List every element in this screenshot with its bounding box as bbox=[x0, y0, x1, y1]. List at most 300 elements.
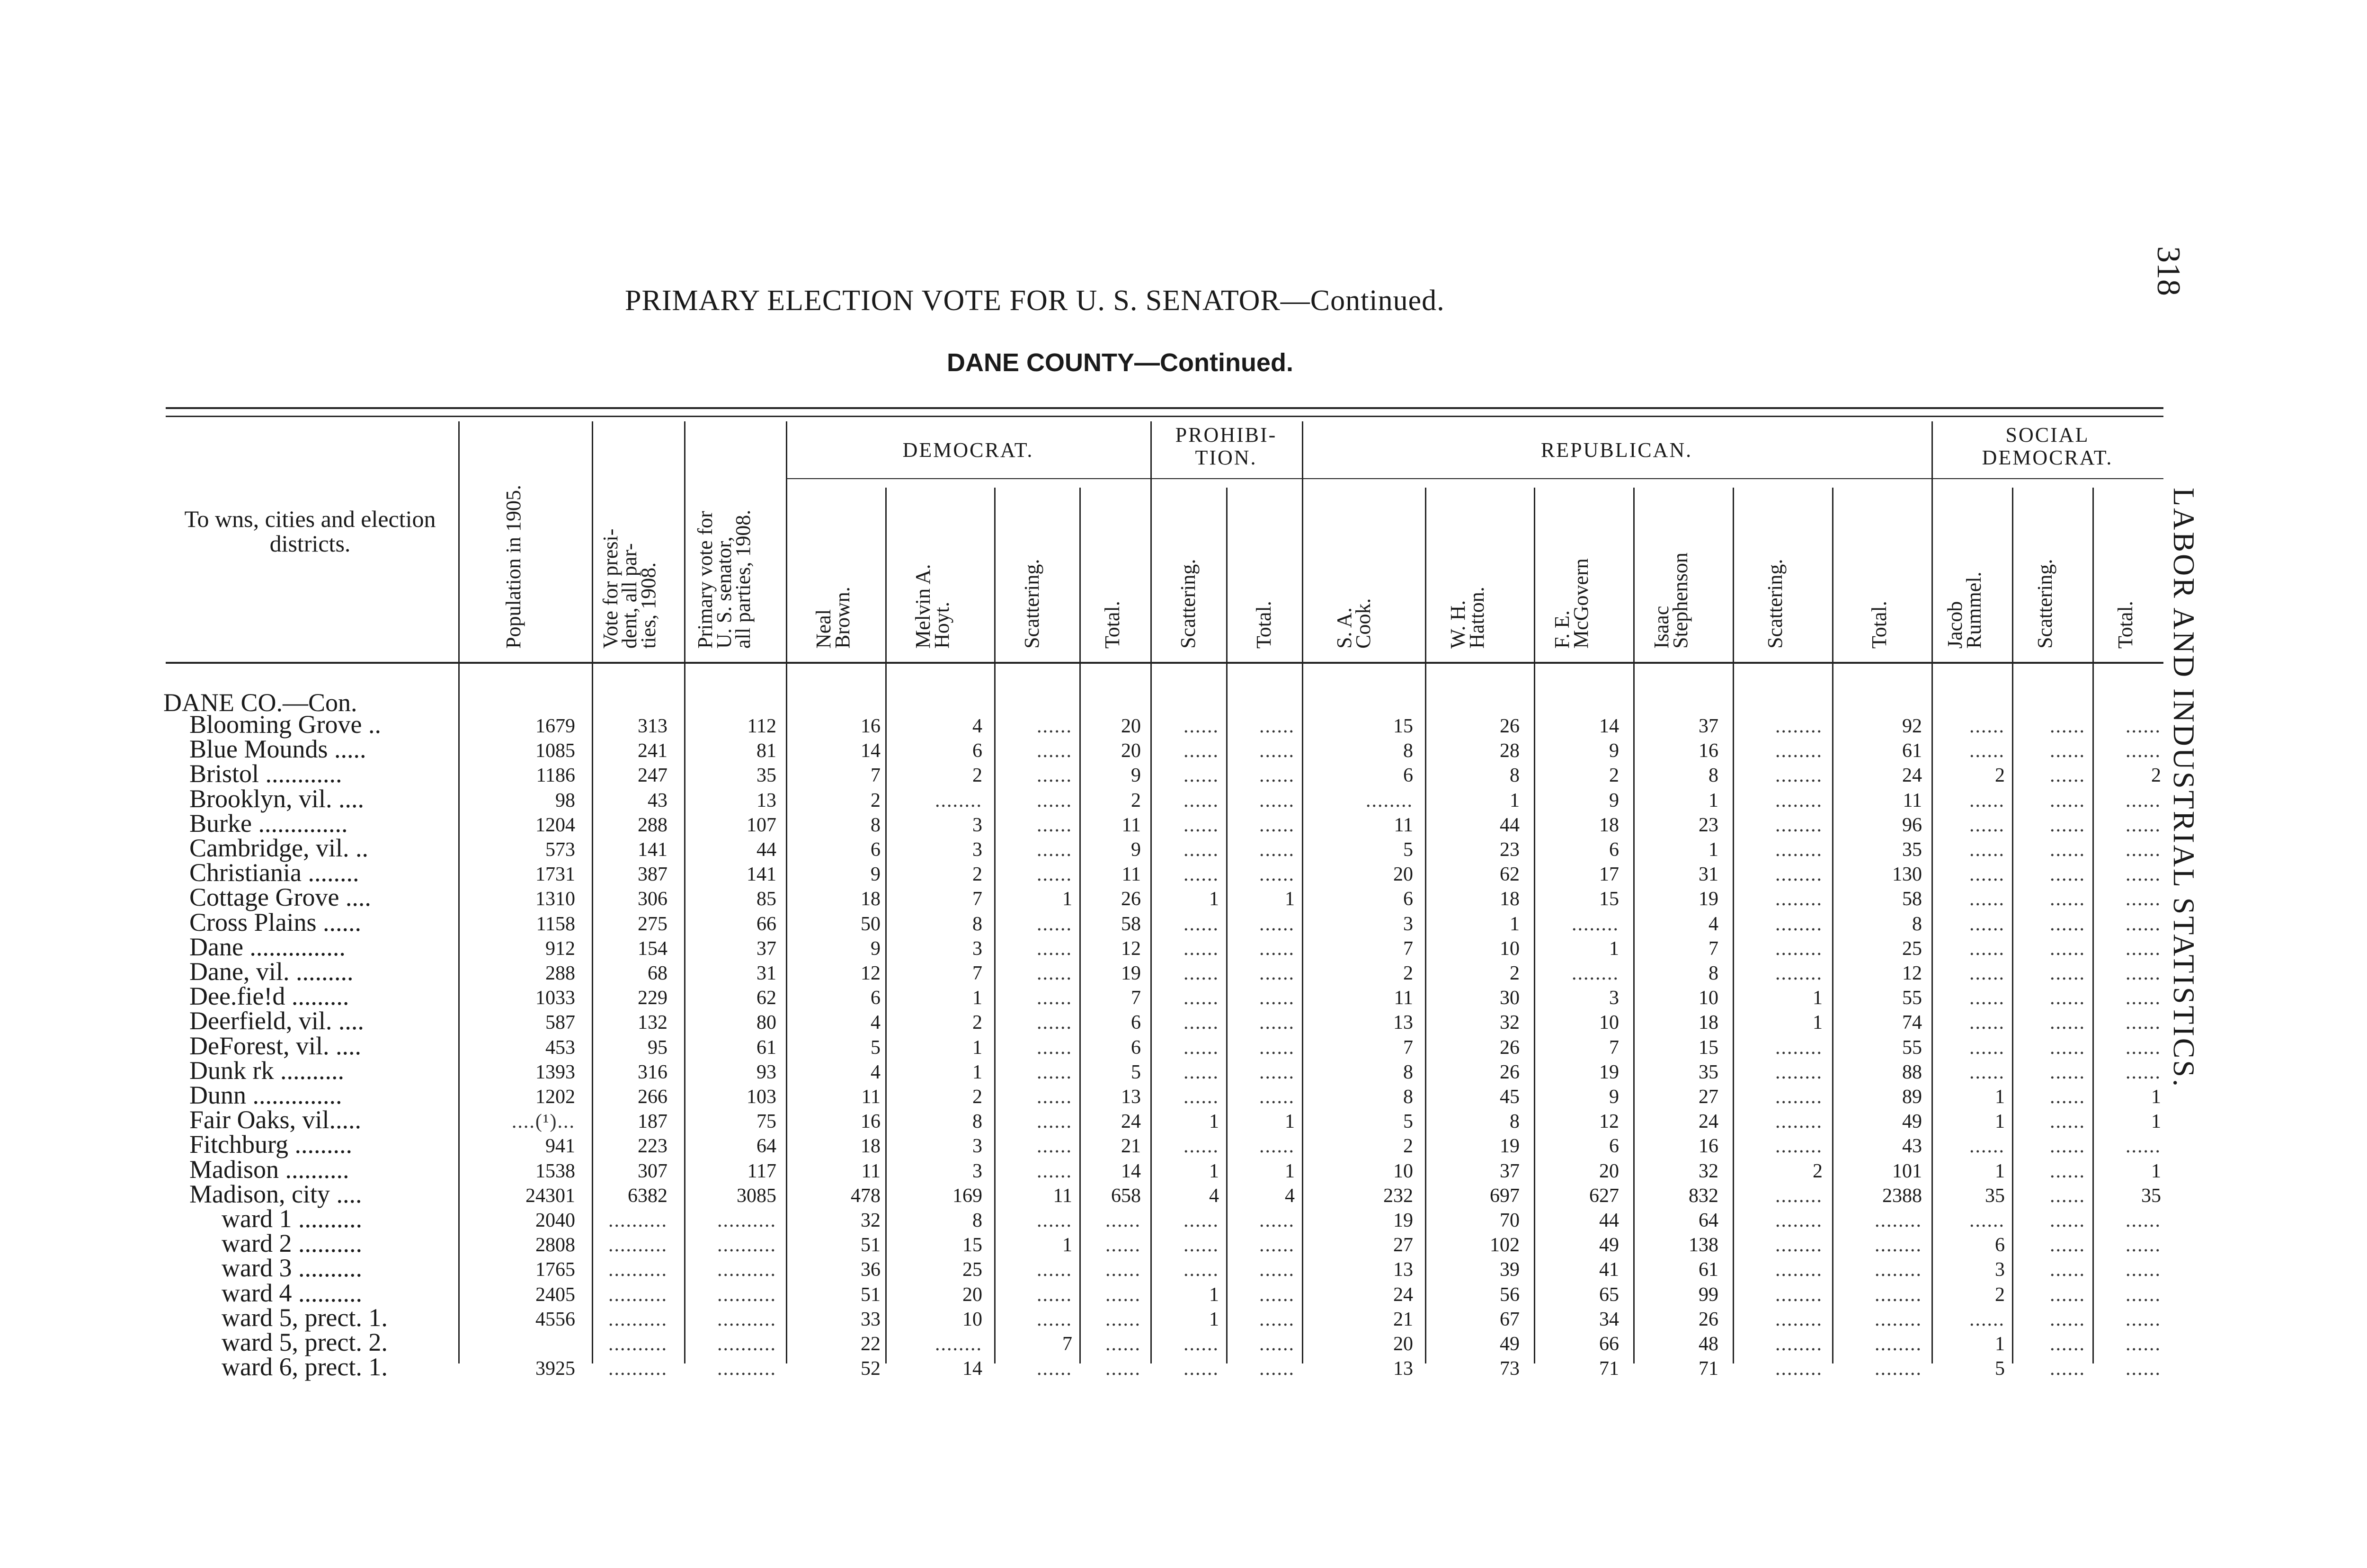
table-cell: 33 bbox=[861, 1308, 881, 1330]
table-cell: 8 bbox=[1403, 1086, 1413, 1108]
table-cell: 1310 bbox=[535, 888, 575, 910]
table-cell: 20 bbox=[1599, 1160, 1619, 1182]
table-cell: ...... bbox=[1037, 715, 1072, 737]
table-cell: ........ bbox=[1775, 962, 1823, 984]
table-cell: 8 bbox=[1403, 1061, 1413, 1083]
table-cell: 2 bbox=[1403, 1135, 1413, 1158]
table-cell: 1158 bbox=[536, 913, 575, 935]
table-cell: 6 bbox=[1609, 1135, 1619, 1158]
row-label: Dunn .............. bbox=[189, 1081, 342, 1109]
table-cell: 6 bbox=[972, 740, 982, 762]
table-cell: ...... bbox=[1259, 1210, 1295, 1231]
table-cell: 37 bbox=[756, 937, 776, 960]
table-cell: ...... bbox=[1037, 1036, 1072, 1059]
table-cell: 49 bbox=[1902, 1111, 1922, 1133]
table-cell: ...... bbox=[1037, 962, 1072, 984]
table-cell: 12 bbox=[861, 962, 881, 984]
table-cell: 1 bbox=[1510, 913, 1520, 935]
table-cell: 74 bbox=[1902, 1012, 1922, 1034]
table-cell: ...... bbox=[2050, 1012, 2085, 1034]
header-hatton: W. H. Hatton. bbox=[1446, 587, 1488, 649]
table-cell: ........ bbox=[1775, 1086, 1823, 1108]
table-cell: 25 bbox=[1902, 937, 1922, 960]
table-cell: .......... bbox=[717, 1259, 776, 1281]
table-cell: ........ bbox=[1775, 864, 1823, 886]
table-cell: 5 bbox=[1403, 839, 1413, 861]
table-cell: ........ bbox=[1775, 1061, 1823, 1083]
table-cell: 13 bbox=[1393, 1012, 1413, 1034]
table-cell: 6 bbox=[1995, 1234, 2005, 1256]
table-cell: 55 bbox=[1902, 987, 1922, 1009]
table-cell: 4 bbox=[1709, 913, 1718, 935]
table-cell: 56 bbox=[1500, 1283, 1520, 1306]
table-cell: 2040 bbox=[535, 1210, 575, 1231]
table-cell: ...... bbox=[1969, 1012, 2005, 1034]
table-cell: 64 bbox=[1699, 1210, 1718, 1231]
table-cell: 1393 bbox=[535, 1061, 575, 1083]
table-cell: ...... bbox=[1105, 1234, 1141, 1256]
table-cell: 49 bbox=[1500, 1333, 1520, 1355]
table-cell: .......... bbox=[717, 1358, 776, 1380]
table-cell: 3925 bbox=[535, 1358, 575, 1380]
table-cell: 307 bbox=[638, 1160, 667, 1182]
table-cell: ...... bbox=[1259, 814, 1295, 836]
table-cell: 1202 bbox=[535, 1086, 575, 1108]
table-cell: ........ bbox=[1775, 814, 1823, 836]
table-cell: ...... bbox=[2050, 1308, 2085, 1330]
table-cell: ...... bbox=[2126, 1283, 2161, 1306]
table-cell: ...... bbox=[1184, 814, 1219, 836]
table-cell: .......... bbox=[608, 1333, 667, 1355]
table-cell: ...... bbox=[1969, 937, 2005, 960]
table-cell: 169 bbox=[952, 1185, 982, 1207]
table-cell: 32 bbox=[861, 1210, 881, 1231]
table-cell: ...... bbox=[2050, 715, 2085, 737]
row-label: DeForest, vil. .... bbox=[189, 1031, 361, 1060]
table-cell: 11 bbox=[1903, 789, 1922, 811]
table-cell: ...... bbox=[2050, 1061, 2085, 1083]
table-cell: 25 bbox=[962, 1259, 982, 1281]
table-cell: ...... bbox=[2050, 765, 2085, 787]
table-cell: 3 bbox=[972, 1160, 982, 1182]
table-cell: 8 bbox=[972, 1210, 982, 1231]
table-cell: .......... bbox=[608, 1308, 667, 1330]
row-label: Dunk rk .......... bbox=[189, 1056, 344, 1085]
table-cell: ...... bbox=[2050, 913, 2085, 935]
table-cell: ...... bbox=[1037, 987, 1072, 1009]
table-cell: 587 bbox=[545, 1012, 575, 1034]
table-cell: ...... bbox=[2050, 1036, 2085, 1059]
table-cell: 4 bbox=[871, 1061, 881, 1083]
table-cell: 6 bbox=[871, 839, 881, 861]
table-cell: ...... bbox=[2050, 864, 2085, 886]
table-cell: ...... bbox=[1037, 913, 1072, 935]
table-cell: ...... bbox=[1105, 1259, 1141, 1281]
table-cell: ...... bbox=[1259, 987, 1295, 1009]
table-cell: 2 bbox=[972, 765, 982, 787]
table-cell: 37 bbox=[1500, 1160, 1520, 1182]
table-cell: 14 bbox=[861, 740, 881, 762]
table-cell: ...... bbox=[2050, 1160, 2085, 1182]
table-cell: 7 bbox=[1709, 937, 1718, 960]
table-cell: ...... bbox=[1037, 1061, 1072, 1083]
table-cell: ...... bbox=[1037, 814, 1072, 836]
table-cell: 27 bbox=[1393, 1234, 1413, 1256]
header-primary-vote: Primary vote for U. S. senator, all parties, 1908. bbox=[694, 509, 755, 649]
table-cell: ...... bbox=[2126, 1036, 2161, 1059]
table-cell: ...... bbox=[1259, 1308, 1295, 1330]
table-cell: ...... bbox=[1037, 1086, 1072, 1108]
table-cell: 306 bbox=[638, 888, 667, 910]
table-cell: ...... bbox=[1037, 1308, 1072, 1330]
row-label: Dee.fie!d ......... bbox=[189, 982, 349, 1011]
table-cell: ...... bbox=[2126, 1234, 2161, 1256]
table-cell: ...... bbox=[1259, 1086, 1295, 1108]
table-cell: 11 bbox=[1121, 864, 1141, 886]
table-cell: ...... bbox=[1259, 1135, 1295, 1158]
table-cell: 11 bbox=[861, 1086, 881, 1108]
header-rep-scattering: Scattering. bbox=[1763, 559, 1787, 649]
table-cell: 61 bbox=[756, 1036, 776, 1059]
table-cell: 7 bbox=[972, 888, 982, 910]
table-cell: 43 bbox=[1902, 1135, 1922, 1158]
table-cell: ........ bbox=[1775, 715, 1823, 737]
table-cell: ...... bbox=[1184, 1036, 1219, 1059]
table-cell: 5 bbox=[1403, 1111, 1413, 1133]
table-cell: ...... bbox=[2126, 839, 2161, 861]
table-cell: 7 bbox=[972, 962, 982, 984]
table-cell: 98 bbox=[555, 789, 575, 811]
table-cell: ...... bbox=[2126, 740, 2161, 762]
row-label: Fitchburg ......... bbox=[189, 1130, 353, 1159]
table-cell: 13 bbox=[756, 789, 776, 811]
table-cell: 8 bbox=[1510, 765, 1520, 787]
table-cell: 31 bbox=[756, 962, 776, 984]
table-cell: 6 bbox=[1403, 765, 1413, 787]
row-label: ward 5, prect. 1. bbox=[222, 1303, 388, 1332]
table-cell: 81 bbox=[756, 740, 776, 762]
table-cell: ........ bbox=[1775, 888, 1823, 910]
table-cell: ........ bbox=[1875, 1333, 1922, 1355]
table-cell: 48 bbox=[1699, 1333, 1718, 1355]
table-cell: 2 bbox=[871, 789, 881, 811]
table-cell: .......... bbox=[608, 1358, 667, 1380]
table-cell: ...... bbox=[2126, 888, 2161, 910]
table-cell: 19 bbox=[1500, 1135, 1520, 1158]
table-cell: ........ bbox=[1775, 1111, 1823, 1133]
table-cell: 1 bbox=[1709, 789, 1718, 811]
table-cell: 85 bbox=[756, 888, 776, 910]
table-cell: 11 bbox=[1394, 814, 1413, 836]
table-cell: 18 bbox=[1699, 1012, 1718, 1034]
row-label: Burke .............. bbox=[189, 809, 348, 837]
table-cell: 18 bbox=[1599, 814, 1619, 836]
table-cell: ...... bbox=[1259, 962, 1295, 984]
table-cell: ...... bbox=[1969, 740, 2005, 762]
table-cell: 58 bbox=[1121, 913, 1141, 935]
table-cell: 36 bbox=[861, 1259, 881, 1281]
row-label: Madison .......... bbox=[189, 1155, 349, 1184]
table-cell: 1 bbox=[1995, 1086, 2005, 1108]
table-cell: 26 bbox=[1500, 715, 1520, 737]
table-cell: 17 bbox=[1599, 864, 1619, 886]
row-label: Cambridge, vil. .. bbox=[189, 834, 368, 862]
table-cell: ...... bbox=[2050, 839, 2085, 861]
table-cell: 23 bbox=[1699, 814, 1718, 836]
stub-header: To wns, cities and election districts. bbox=[184, 506, 436, 557]
table-cell: 101 bbox=[1892, 1160, 1922, 1182]
table-cell: 27 bbox=[1699, 1086, 1718, 1108]
table-cell: ...... bbox=[1969, 1308, 2005, 1330]
table-cell: 697 bbox=[1490, 1185, 1520, 1207]
table-cell: 8 bbox=[871, 814, 881, 836]
table-cell: 2 bbox=[1813, 1160, 1823, 1182]
table-cell: 61 bbox=[1699, 1259, 1718, 1281]
table-cell: 16 bbox=[1699, 740, 1718, 762]
row-label: Deerfield, vil. .... bbox=[189, 1007, 364, 1035]
table-cell: ........ bbox=[1775, 913, 1823, 935]
table-cell: ...... bbox=[1184, 864, 1219, 886]
table-cell: .......... bbox=[608, 1210, 667, 1231]
table-cell: 16 bbox=[861, 715, 881, 737]
table-cell: ...... bbox=[1184, 765, 1219, 787]
table-cell: 8 bbox=[1912, 913, 1922, 935]
table-cell: ........ bbox=[1366, 789, 1413, 811]
table-cell: ...... bbox=[1259, 1283, 1295, 1306]
table-cell: 132 bbox=[638, 1012, 667, 1034]
table-cell: 92 bbox=[1902, 715, 1922, 737]
group-rule bbox=[786, 478, 2163, 479]
table-cell: 316 bbox=[638, 1061, 667, 1083]
table-cell: 12 bbox=[1902, 962, 1922, 984]
table-cell: 288 bbox=[545, 962, 575, 984]
table-cell: 9 bbox=[1609, 1086, 1619, 1108]
table-cell: 14 bbox=[962, 1358, 982, 1380]
header-stephenson: Isaac Stephenson bbox=[1650, 552, 1692, 649]
table-cell: 2 bbox=[1510, 962, 1520, 984]
table-cell: ...... bbox=[1969, 1135, 2005, 1158]
table-cell: 1 bbox=[1995, 1333, 2005, 1355]
table-cell: 1186 bbox=[536, 765, 575, 787]
table-cell: 22 bbox=[861, 1333, 881, 1355]
table-cell: 35 bbox=[756, 765, 776, 787]
table-cell: 1033 bbox=[535, 987, 575, 1009]
table-cell: 45 bbox=[1500, 1086, 1520, 1108]
table-cell: ...... bbox=[1259, 864, 1295, 886]
table-cell: 313 bbox=[638, 715, 667, 737]
table-cell: 68 bbox=[648, 962, 667, 984]
table-cell: 11 bbox=[1053, 1185, 1072, 1207]
table-cell: 1 bbox=[1062, 888, 1072, 910]
table-cell: .......... bbox=[717, 1234, 776, 1256]
table-cell: ...... bbox=[2050, 1111, 2085, 1133]
header-bottom-rule bbox=[166, 662, 2163, 664]
table-cell: ...... bbox=[1037, 1210, 1072, 1231]
table-cell: 24 bbox=[1902, 765, 1922, 787]
table-cell: ...... bbox=[1037, 1160, 1072, 1182]
table-cell: 1 bbox=[1995, 1111, 2005, 1133]
table-cell: 4 bbox=[871, 1012, 881, 1034]
table-cell: 2 bbox=[1995, 1283, 2005, 1306]
table-cell: 6 bbox=[1403, 888, 1413, 910]
table-cell: .......... bbox=[717, 1333, 776, 1355]
table-cell: ...... bbox=[1259, 839, 1295, 861]
table-cell: ...... bbox=[2050, 1283, 2085, 1306]
table-cell: 1 bbox=[1995, 1160, 2005, 1182]
table-cell: 20 bbox=[1393, 864, 1413, 886]
table-cell: 912 bbox=[545, 937, 575, 960]
table-cell: 24301 bbox=[525, 1185, 575, 1207]
table-cell: ...... bbox=[1037, 1012, 1072, 1034]
table-cell: 18 bbox=[861, 888, 881, 910]
header-population: Population in 1905. bbox=[502, 485, 525, 649]
table-cell: 223 bbox=[638, 1135, 667, 1158]
table-cell: ...... bbox=[2050, 1234, 2085, 1256]
table-cell: ........ bbox=[1775, 1308, 1823, 1330]
table-cell: 10 bbox=[1699, 987, 1718, 1009]
table-cell: 20 bbox=[1121, 740, 1141, 762]
table-cell: ...... bbox=[2050, 1333, 2085, 1355]
table-cell: 12 bbox=[1121, 937, 1141, 960]
row-label: Cottage Grove .... bbox=[189, 883, 371, 912]
table-cell: 51 bbox=[861, 1283, 881, 1306]
table-cell: 95 bbox=[648, 1036, 667, 1059]
table-cell: ...... bbox=[1969, 814, 2005, 836]
table-cell: ...... bbox=[2126, 814, 2161, 836]
table-cell: 3 bbox=[1609, 987, 1619, 1009]
table-cell: ...... bbox=[1969, 1210, 2005, 1231]
table-cell: 1 bbox=[2151, 1086, 2161, 1108]
table-cell: 112 bbox=[747, 715, 776, 737]
table-cell: ...... bbox=[2050, 1086, 2085, 1108]
table-cell: ........ bbox=[1775, 765, 1823, 787]
table-cell: 5 bbox=[871, 1036, 881, 1059]
table-cell: ........ bbox=[1775, 1234, 1823, 1256]
table-cell: 13 bbox=[1393, 1358, 1413, 1380]
group-democrat: DEMOCRAT. bbox=[902, 438, 1034, 462]
table-cell: 7 bbox=[1403, 1036, 1413, 1059]
table-cell: ...... bbox=[1184, 1012, 1219, 1034]
table-cell: 24 bbox=[1121, 1111, 1141, 1133]
table-cell: ...... bbox=[1037, 1283, 1072, 1306]
header-pro-scattering: Scattering. bbox=[1176, 559, 1200, 649]
table-cell: 1 bbox=[1609, 937, 1619, 960]
table-cell: 8 bbox=[1709, 962, 1718, 984]
row-label: Blue Mounds ..... bbox=[189, 735, 366, 764]
table-cell: 117 bbox=[747, 1160, 776, 1182]
table-cell: ...... bbox=[1037, 839, 1072, 861]
table-cell: 2808 bbox=[535, 1234, 575, 1256]
table-cell: 18 bbox=[861, 1135, 881, 1158]
table-cell: 64 bbox=[756, 1135, 776, 1158]
table-cell: ........ bbox=[1775, 1036, 1823, 1059]
table-cell: ...... bbox=[1259, 1333, 1295, 1355]
table-cell: 35 bbox=[1985, 1185, 2005, 1207]
table-cell: ........ bbox=[1875, 1308, 1922, 1330]
table-cell: ...... bbox=[1259, 715, 1295, 737]
table-cell: 93 bbox=[756, 1061, 776, 1083]
table-cell: ........ bbox=[1775, 789, 1823, 811]
page-subtitle: DANE COUNTY—Continued. bbox=[947, 348, 1293, 377]
table-cell: 15 bbox=[1393, 715, 1413, 737]
table-cell: ...... bbox=[1969, 1036, 2005, 1059]
table-cell: ........ bbox=[1572, 962, 1619, 984]
row-label: Brooklyn, vil. .... bbox=[189, 784, 365, 813]
table-cell: 1 bbox=[972, 1061, 982, 1083]
table-cell: 1679 bbox=[535, 715, 575, 737]
table-cell: 130 bbox=[1892, 864, 1922, 886]
table-cell: 3 bbox=[1995, 1259, 2005, 1281]
table-cell: ...... bbox=[1105, 1308, 1141, 1330]
table-cell: ...... bbox=[1259, 913, 1295, 935]
table-cell: ...... bbox=[2126, 987, 2161, 1009]
header-sd-total: Total. bbox=[2114, 601, 2137, 649]
table-cell: 275 bbox=[638, 913, 667, 935]
table-cell: 6 bbox=[1131, 1012, 1141, 1034]
table-cell: ...... bbox=[2050, 1358, 2085, 1380]
table-cell: 18 bbox=[1500, 888, 1520, 910]
table-cell: .......... bbox=[608, 1234, 667, 1256]
table-cell: 11 bbox=[1121, 814, 1141, 836]
table-cell: ...... bbox=[2050, 789, 2085, 811]
table-cell: ........ bbox=[1775, 1210, 1823, 1231]
table-cell: ...... bbox=[1037, 1259, 1072, 1281]
table-cell: 1538 bbox=[535, 1160, 575, 1182]
table-cell: 9 bbox=[871, 937, 881, 960]
table-cell: ...... bbox=[1105, 1358, 1141, 1380]
table-cell: ...... bbox=[2050, 1185, 2085, 1207]
table-cell: 102 bbox=[1490, 1234, 1520, 1256]
table-cell: 8 bbox=[972, 1111, 982, 1133]
table-cell: 13 bbox=[1121, 1086, 1141, 1108]
table-cell: 3085 bbox=[737, 1185, 776, 1207]
table-cell: ...... bbox=[1259, 1259, 1295, 1281]
table-cell: ........ bbox=[1775, 1185, 1823, 1207]
table-cell: 9 bbox=[1131, 765, 1141, 787]
table-cell: 5 bbox=[1995, 1358, 2005, 1380]
table-cell: 103 bbox=[747, 1086, 776, 1108]
table-cell: ...... bbox=[2126, 1308, 2161, 1330]
table-cell: 44 bbox=[756, 839, 776, 861]
table-cell: 2 bbox=[1995, 765, 2005, 787]
header-vote-president: Vote for presi- dent, all par- ties, 1908. bbox=[599, 528, 660, 649]
table-cell: 1 bbox=[972, 987, 982, 1009]
row-label: ward 4 .......... bbox=[222, 1278, 362, 1307]
table-cell: 2 bbox=[972, 864, 982, 886]
table-cell: ...... bbox=[1037, 789, 1072, 811]
table-cell: 71 bbox=[1599, 1358, 1619, 1380]
table-cell: 80 bbox=[756, 1012, 776, 1034]
table-cell: 7 bbox=[871, 765, 881, 787]
table-cell: 26 bbox=[1699, 1308, 1718, 1330]
table-cell: ...... bbox=[1184, 987, 1219, 1009]
group-republican: REPUBLICAN. bbox=[1540, 438, 1693, 462]
table-cell: 14 bbox=[1599, 715, 1619, 737]
table-cell: 8 bbox=[972, 913, 982, 935]
table-cell: ........ bbox=[1775, 1358, 1823, 1380]
table-cell: ...... bbox=[2126, 913, 2161, 935]
table-cell: 3 bbox=[1403, 913, 1413, 935]
table-cell: ...... bbox=[1184, 962, 1219, 984]
table-cell: 941 bbox=[545, 1135, 575, 1158]
header-dem-total: Total. bbox=[1101, 601, 1124, 649]
table-cell: 96 bbox=[1902, 814, 1922, 836]
table-cell: 1 bbox=[1209, 1160, 1219, 1182]
table-cell: 2 bbox=[2151, 765, 2161, 787]
table-cell: 4 bbox=[1285, 1185, 1295, 1207]
table-cell: 88 bbox=[1902, 1061, 1922, 1083]
table-cell: 478 bbox=[851, 1185, 881, 1207]
